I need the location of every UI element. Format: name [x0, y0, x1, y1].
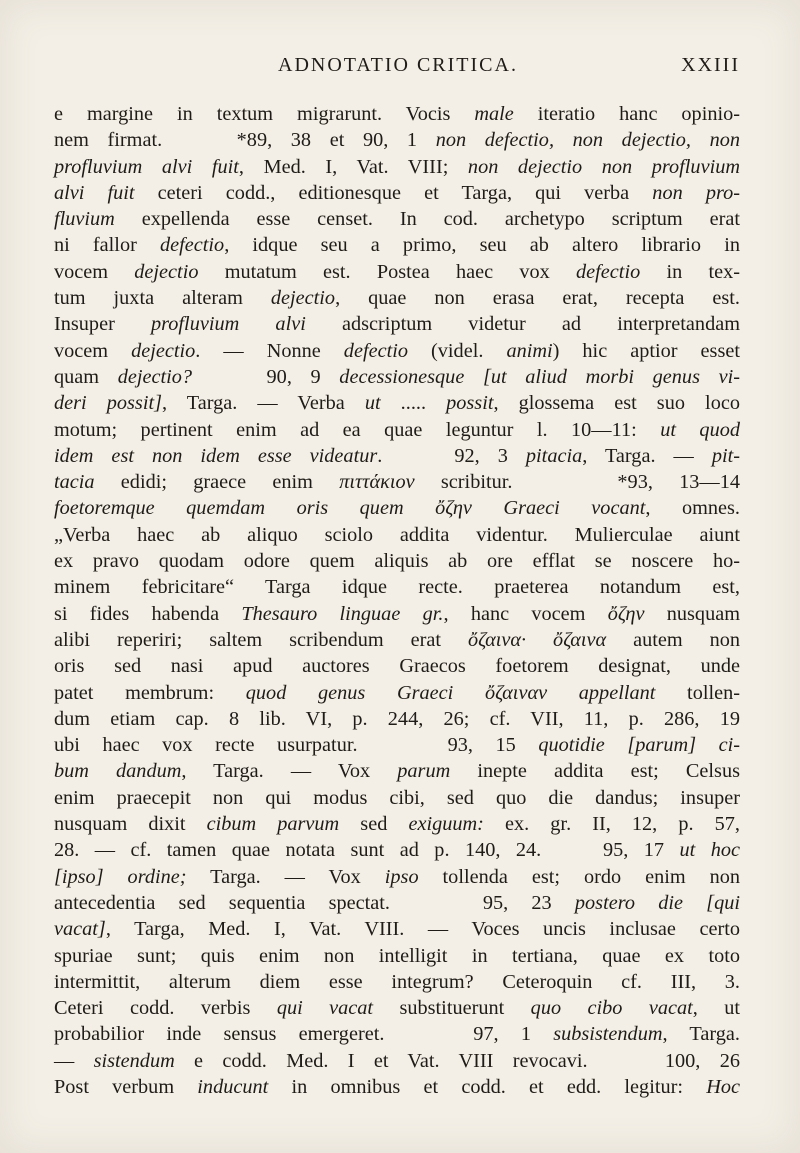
text-line: — sistendum e codd. Med. I et Vat. VIII revocavi. 100, 26 — [54, 1049, 740, 1072]
text-line: alvi fuit ceteri codd., editionesque et Targa, qui verba non pro- — [54, 181, 740, 204]
text-line: ni fallor defectio, idque seu a primo, seu ab altero librario in — [54, 234, 740, 257]
text-line: Insuper profluvium alvi adscriptum videtur ad interpretandam — [54, 313, 740, 336]
text-line: bum dandum, Targa. — Vox parum inepte addita est; Celsus — [54, 760, 740, 783]
text-line: vacat], Targa, Med. I, Vat. VIII. — Voces uncis inclusae certo — [54, 918, 740, 941]
text-line: 28. — cf. tamen quae notata sunt ad p. 140, 24. 95, 17 ut hoc — [54, 839, 740, 862]
text-line: deri possit], Targa. — Verba ut ..... possit, glossema est suo loco — [54, 392, 740, 415]
text-line: tacia edidi; graece enim πιττάκιον scribitur. *93, 13—14 — [54, 471, 740, 494]
text-line: Post verbum inducunt in omnibus et codd. et edd. legitur: Hoc — [54, 1075, 740, 1098]
text-line: profluvium alvi fuit, Med. I, Vat. VIII; non dejectio non profluvium — [54, 155, 740, 178]
text-line: alibi reperiri; saltem scribendum erat ὄζαινα· ὄζαινα autem non — [54, 628, 740, 651]
text-line: „Verba haec ab aliquo sciolo addita videntur. Mulierculae aiunt — [54, 523, 740, 546]
text-line: ex pravo quodam odore quem aliquis ab ore efflat se noscere ho- — [54, 550, 740, 573]
text-line: tum juxta alteram dejectio, quae non erasa erat, recepta est. — [54, 287, 740, 310]
text-line: intermittit, alterum diem esse integrum? Ceteroquin cf. III, 3. — [54, 970, 740, 993]
text-line: e margine in textum migrarunt. Vocis male iteratio hanc opinio- — [54, 103, 740, 125]
text-line: patet membrum: quod genus Graeci ὄζαιναν appellant tollen- — [54, 681, 741, 704]
text-line: nusquam dixit cibum parvum sed exiguum: ex. gr. II, 12, p. 57, — [54, 813, 740, 836]
text-line: probabilior inde sensus emergeret. 97, 1 subsistendum, Targa. — [54, 1023, 740, 1046]
text-line: vocem dejectio. — Nonne defectio (videl. animi) hic aptior esset — [54, 339, 740, 362]
text-line: oris sed nasi apud auctores Graecos foetorem designat, unde — [54, 655, 740, 678]
text-line: nem firmat. *89, 38 et 90, 1 non defectio, non dejectio, non — [54, 129, 740, 152]
text-line: fluvium expellenda esse censet. In cod. archetypo scriptum erat — [54, 208, 740, 231]
text-line: idem est non idem esse videatur. 92, 3 pitacia, Targa. — pit- — [54, 444, 741, 467]
page-header — [56, 48, 740, 84]
text-line: antecedentia sed sequentia spectat. 95, 23 postero die [qui — [54, 891, 740, 914]
text-line: foetoremque quemdam oris quem ὄζην Graeci vocant, omnes. — [54, 497, 740, 520]
text-line: [ipso] ordine; Targa. — Vox ipso tollenda est; ordo enim non — [54, 865, 741, 888]
text-line: ubi haec vox recte usurpatur. 93, 15 quotidie [parum] ci- — [54, 734, 741, 757]
text-line: si fides habenda Thesauro linguae gr., hanc vocem ὄζην nusquam — [54, 602, 740, 625]
text-line: motum; pertinent enim ad ea quae leguntur l. 10—11: ut quod — [54, 418, 740, 441]
running-head: ADNOTATIO CRITICA. — [278, 54, 518, 76]
text-line: quam dejectio? 90, 9 decessionesque [ut aliud morbi genus vi- — [54, 365, 740, 388]
page-number: XXIII — [681, 54, 740, 76]
critical-apparatus-text — [54, 101, 740, 1100]
text-line: minem febricitare“ Targa idque recte. praeterea notandum est, — [54, 576, 740, 599]
text-line: Ceteri codd. verbis qui vacat substituerunt quo cibo vacat, ut — [54, 997, 740, 1020]
text-line: vocem dejectio mutatum est. Postea haec vox defectio in tex- — [54, 260, 740, 283]
text-line: spuriae sunt; quis enim non intelligit in tertiana, quae ex toto — [54, 944, 740, 967]
text-line: enim praecepit non qui modus cibi, sed quo die dandus; insuper — [54, 786, 740, 809]
text-line: dum etiam cap. 8 lib. VI, p. 244, 26; cf. VII, 11, p. 286, 19 — [54, 707, 740, 730]
